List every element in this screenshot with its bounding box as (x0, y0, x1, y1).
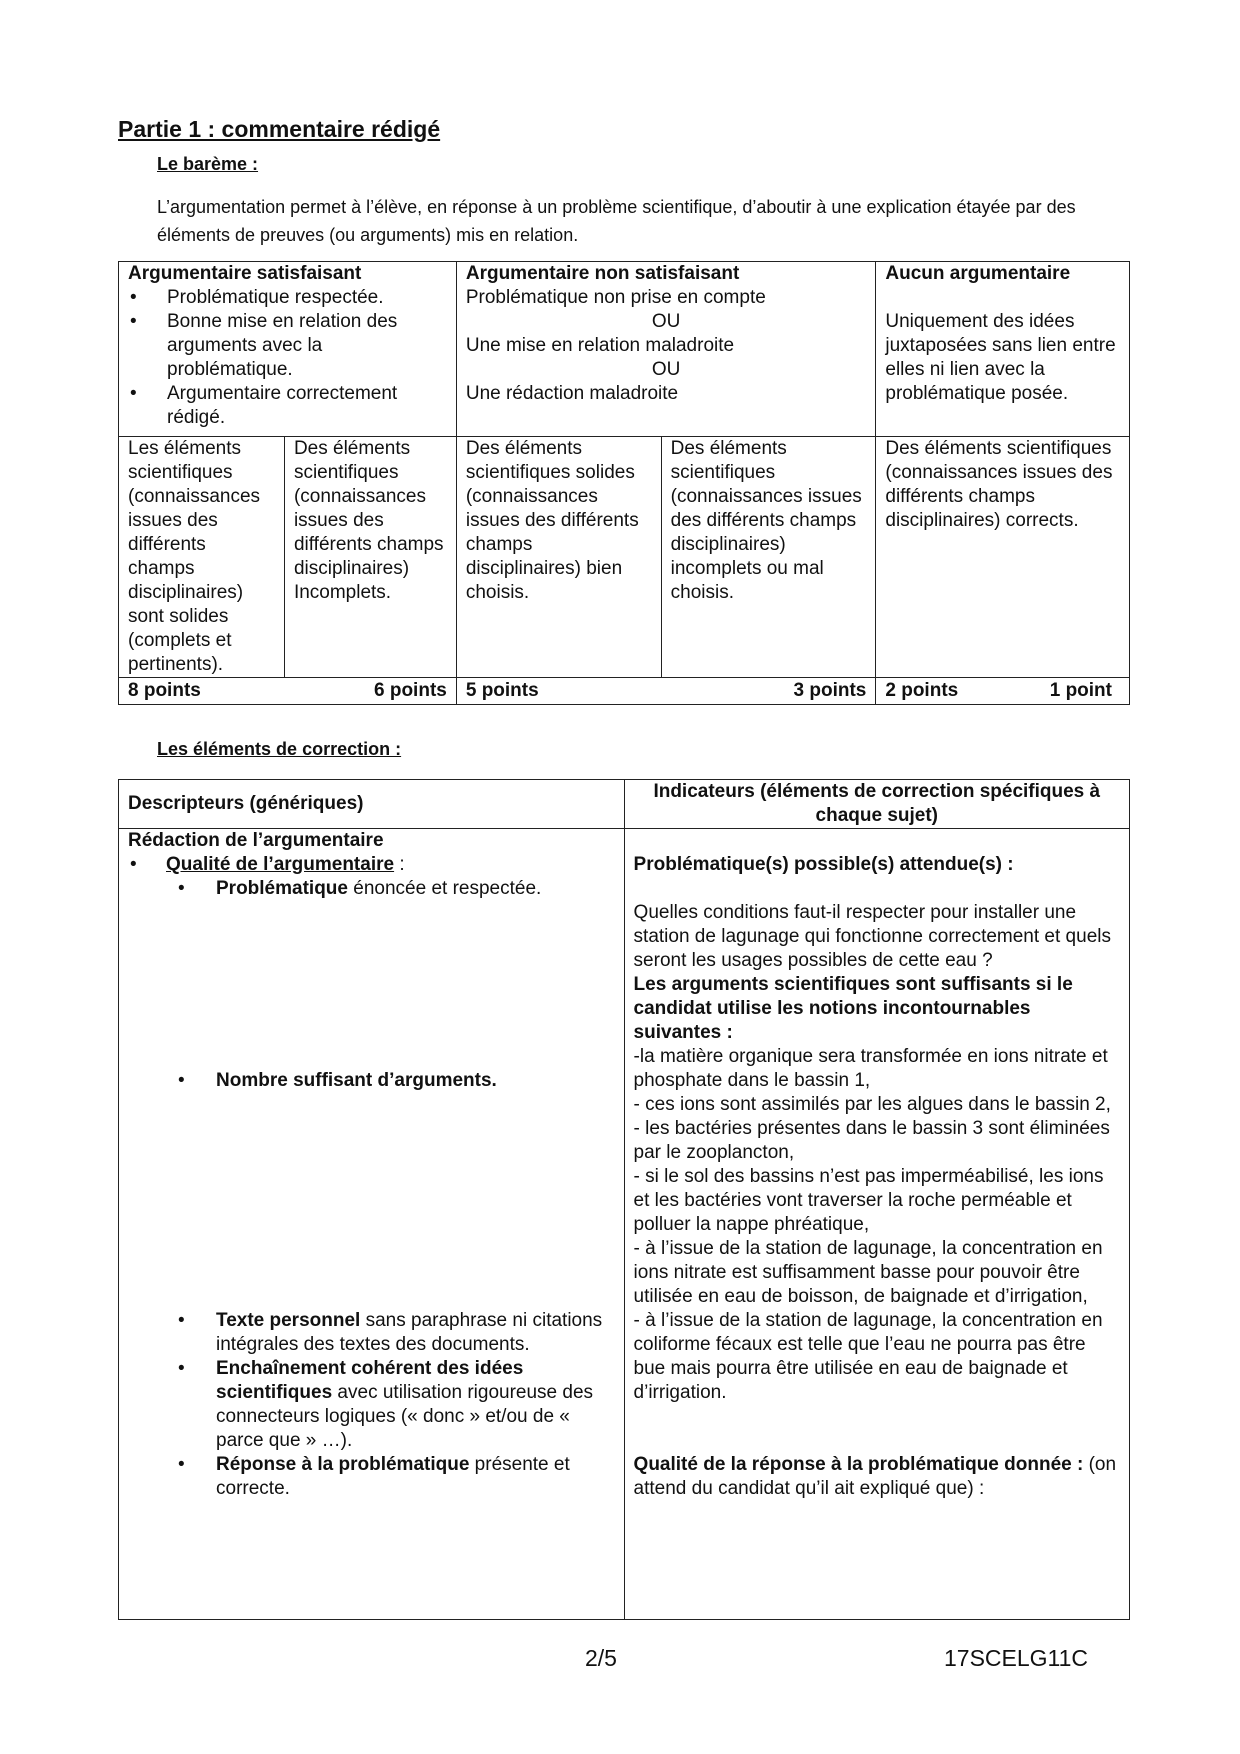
problematique-heading: Problématique(s) possible(s) attendue(s) : (633, 854, 1014, 875)
points-cell (456, 678, 876, 705)
descriptor-item: • Enchaînement cohérent des idées scientifiques avec utilisation rigoureuse des connecteurs logiques (« donc » et/ou de « parce que » …). (128, 1357, 615, 1453)
aucun-text: Uniquement des idées juxtaposées sans lien entre elles ni lien avec la problématique posée. (885, 311, 1116, 404)
argument-item: - à l’issue de la station de lagunage, la concentration en ions nitrate est suffisamment basse pour pouvoir être utilisée en eau de boisson, de baignade et d’irrigation, (633, 1238, 1103, 1307)
descripteurs-header: Descripteurs (génériques) (119, 780, 625, 829)
descriptor-item: • Problématique énoncée et respectée. (128, 877, 615, 901)
page-title: Partie 1 : commentaire rédigé (118, 116, 441, 142)
criterion-line: Une mise en relation maladroite (465, 335, 735, 356)
descriptor-item: • Réponse à la problématique présente et correcte. (128, 1453, 615, 1501)
correction-heading: Les éléments de correction : (157, 739, 402, 759)
detail-cell: Des éléments scientifiques solides (connaissances issues des différents champs disciplinaires) bien choisis. (456, 437, 661, 678)
or-label: OU (651, 359, 681, 380)
non-satisfaisant-header: Argumentaire non satisfaisant (465, 263, 740, 284)
argument-item: - les bactéries présentes dans le bassin 3 sont éliminées par le zooplancton, (633, 1118, 1110, 1163)
bullet-item: • Problématique respectée. (128, 286, 447, 310)
correction-header-row (119, 780, 1130, 829)
points-value: 3 points (793, 680, 867, 701)
non-satisfaisant-cell (456, 262, 876, 437)
bareme-detail-row (119, 437, 1130, 678)
bullet-item: • Bonne mise en relation des arguments avec la problématique. (128, 310, 447, 382)
descripteurs-cell (119, 829, 625, 1620)
points-row (119, 678, 1130, 705)
points-value: 2 points (885, 680, 959, 701)
qualite-reponse: Qualité de la réponse à la problématique donnée : (on attend du candidat qu’il ait expliqué que) : (633, 1454, 1117, 1499)
points-value: 6 points (374, 680, 447, 701)
points-value: 8 points (128, 680, 201, 701)
aucun-header: Aucun argumentaire (885, 263, 1071, 284)
correction-table (118, 779, 1130, 1620)
indicateurs-header: Indicateurs (éléments de correction spécifiques à chaque sujet) (624, 780, 1129, 829)
document-code: 17SCELG11C (944, 1645, 1089, 1671)
redaction-label: Rédaction de l’argumentaire (128, 830, 384, 851)
detail-cell: Des éléments scientifiques (connaissances issues des différents champs disciplinaires) corrects. (876, 437, 1130, 678)
descriptor-item: • Nombre suffisant d’arguments. (128, 1069, 615, 1093)
arguments-heading: Les arguments scientifiques sont suffisants si le candidat utilise les notions incontournables suivantes : (633, 974, 1073, 1043)
argument-item: - ces ions sont assimilés par les algues dans le bassin 2, (633, 1094, 1111, 1115)
bareme-header-row (119, 262, 1130, 437)
points-cell (119, 678, 457, 705)
detail-cell: Des éléments scientifiques (connaissances issues des différents champs disciplinaires) incomplets ou mal choisis. (661, 437, 876, 678)
or-label: OU (651, 311, 681, 332)
correction-body-row (119, 829, 1130, 1620)
qualite-item: • Qualité de l’argumentaire : (128, 853, 615, 877)
bullet-item: • Argumentaire correctement rédigé. (128, 382, 447, 430)
criterion-line: Problématique non prise en compte (465, 287, 766, 308)
indicateurs-cell (624, 829, 1129, 1620)
intro-paragraph: L’argumentation permet à l’élève, en réponse à un problème scientifique, d’aboutir à une explication étayée par des éléments de preuves (ou arguments) mis en relation. (157, 197, 1076, 245)
detail-cell: Des éléments scientifiques (connaissances issues des différents champs disciplinaires) Incomplets. (284, 437, 456, 678)
bareme-heading: Le barème : (157, 154, 259, 174)
points-cell (876, 678, 1130, 705)
criterion-line: Une rédaction maladroite (465, 383, 679, 404)
problematique-text: Quelles conditions faut-il respecter pour installer une station de lagunage qui fonctionne correctement et quels seront les usages possibles de cette eau ? (633, 902, 1111, 971)
argument-item: - si le sol des bassins n’est pas imperméabilisé, les ions et les bactéries vont traverser la roche perméable et polluer la nappe phréatique, (633, 1166, 1104, 1235)
points-value: 1 point (1049, 680, 1112, 701)
satisfaisant-header: Argumentaire satisfaisant (128, 263, 362, 284)
satisfaisant-cell (119, 262, 457, 437)
page-number: 2/5 (585, 1645, 617, 1671)
detail-cell: Les éléments scientifiques (connaissances issues des différents champs disciplinaires) sont solides (complets et pertinents). (119, 437, 285, 678)
aucun-cell (876, 262, 1130, 437)
argument-item: -la matière organique sera transformée en ions nitrate et phosphate dans le bassin 1, (633, 1046, 1108, 1091)
descriptor-item: • Texte personnel sans paraphrase ni citations intégrales des textes des documents. (128, 1309, 615, 1357)
argument-item: - à l’issue de la station de lagunage, la concentration en coliforme fécaux est telle que l’eau ne pourra pas être bue mais pourra être utilisée en eau de baignade et d’irrigation. (633, 1310, 1103, 1403)
points-value: 5 points (465, 680, 539, 701)
bareme-table (118, 261, 1130, 705)
